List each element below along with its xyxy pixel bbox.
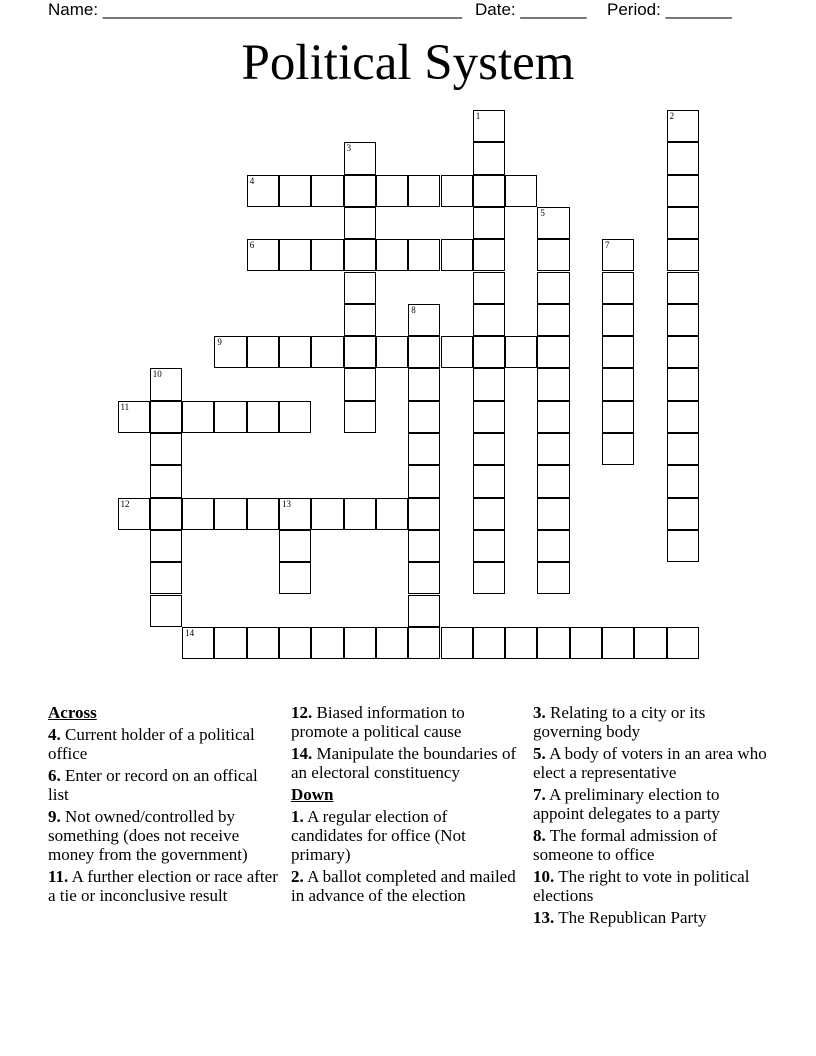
clue-down-3 — [533, 703, 773, 741]
grid-cell[interactable] — [376, 627, 408, 659]
grid-cell[interactable] — [408, 175, 440, 207]
grid-cell[interactable] — [667, 239, 699, 271]
clue-number: 11. — [48, 867, 69, 886]
down-heading: Down — [291, 785, 334, 804]
grid-cell[interactable] — [667, 627, 699, 659]
grid-cell[interactable] — [537, 207, 569, 239]
grid-cell[interactable] — [602, 368, 634, 400]
grid-cell[interactable] — [602, 433, 634, 465]
grid-cell[interactable] — [344, 368, 376, 400]
grid-cell[interactable] — [473, 530, 505, 562]
grid-cell[interactable] — [537, 401, 569, 433]
grid-cell[interactable] — [279, 530, 311, 562]
grid-cell[interactable] — [150, 562, 182, 594]
clue-text: Current holder of a political office — [48, 725, 255, 763]
grid-cell[interactable] — [214, 498, 246, 530]
clue-across-9 — [48, 807, 280, 864]
cell-number: 6 — [249, 240, 255, 251]
grid-cell[interactable] — [408, 304, 440, 336]
period-field-label[interactable]: Period: _______ — [607, 0, 732, 19]
clue-down-1 — [291, 807, 521, 864]
clue-number: 7. — [533, 785, 546, 804]
grid-cell[interactable] — [311, 175, 343, 207]
grid-cell[interactable] — [150, 595, 182, 627]
clue-number: 14. — [291, 744, 313, 763]
clue-across-6 — [48, 766, 280, 804]
grid-cell[interactable] — [667, 530, 699, 562]
clue-column-3 — [533, 703, 773, 930]
clue-across-4 — [48, 725, 280, 763]
grid-cell[interactable] — [667, 401, 699, 433]
grid-cell[interactable] — [473, 627, 505, 659]
grid-cell[interactable] — [247, 336, 279, 368]
clue-number: 12. — [291, 703, 313, 722]
grid-cell[interactable] — [602, 627, 634, 659]
clue-down-7 — [533, 785, 773, 823]
cell-number: 9 — [217, 337, 222, 348]
grid-cell[interactable] — [118, 401, 150, 433]
grid-cell[interactable] — [473, 401, 505, 433]
grid-cell[interactable] — [473, 368, 505, 400]
clue-number: 3. — [533, 703, 546, 722]
cell-number: 2 — [669, 111, 675, 121]
grid-cell[interactable] — [473, 239, 505, 271]
grid-cell[interactable] — [150, 368, 182, 400]
grid-cell[interactable] — [408, 627, 440, 659]
grid-cell[interactable] — [376, 239, 408, 271]
grid-cell[interactable] — [247, 627, 279, 659]
clue-across-14 — [291, 744, 521, 782]
grid-cell[interactable] — [602, 336, 634, 368]
grid-cell[interactable] — [311, 498, 343, 530]
grid-cell[interactable] — [441, 627, 473, 659]
grid-cell[interactable] — [344, 207, 376, 239]
cell-number: 8 — [411, 304, 416, 315]
clue-text: A regular election of candidates for office (Not primary) — [291, 807, 466, 864]
grid-cell[interactable] — [667, 272, 699, 304]
cell-number: 13 — [282, 498, 291, 509]
grid-cell[interactable] — [344, 175, 376, 207]
grid-cell[interactable] — [247, 239, 279, 271]
clue-text: Not owned/controlled by something (does not receive money from the government) — [48, 807, 248, 864]
clue-number: 1. — [291, 807, 304, 826]
grid-cell[interactable] — [182, 627, 214, 659]
grid-cell[interactable] — [279, 562, 311, 594]
cell-number: 1 — [475, 111, 481, 121]
clue-text: The formal admission of someone to office — [533, 826, 718, 864]
clue-across-12 — [291, 703, 521, 741]
grid-cell[interactable] — [667, 304, 699, 336]
grid-cell[interactable] — [376, 175, 408, 207]
grid-cell[interactable] — [279, 627, 311, 659]
grid-cell[interactable] — [150, 498, 182, 530]
grid-cell[interactable] — [279, 239, 311, 271]
clue-text: The right to vote in political elections — [533, 867, 750, 905]
grid-cell[interactable] — [667, 465, 699, 497]
clue-text: A body of voters in an area who elect a representative — [533, 744, 767, 782]
grid-cell[interactable] — [214, 627, 246, 659]
grid-cell[interactable] — [473, 272, 505, 304]
grid-cell[interactable] — [570, 627, 602, 659]
grid-cell[interactable] — [344, 142, 376, 174]
grid-cell[interactable] — [602, 401, 634, 433]
grid-cell[interactable] — [182, 498, 214, 530]
grid-cell[interactable] — [537, 562, 569, 594]
grid-cell[interactable] — [376, 498, 408, 530]
grid-cell[interactable] — [247, 401, 279, 433]
clue-down-5 — [533, 744, 773, 782]
grid-cell[interactable] — [667, 175, 699, 207]
grid-cell[interactable] — [344, 304, 376, 336]
grid-cell[interactable] — [344, 272, 376, 304]
clue-text: A further election or race after a tie or inconclusive result — [48, 867, 278, 905]
clue-text: A ballot completed and mailed in advance of the election — [291, 867, 516, 905]
grid-cell[interactable] — [344, 336, 376, 368]
grid-cell[interactable] — [441, 239, 473, 271]
clue-down-10 — [533, 867, 773, 905]
cell-number: 3 — [346, 143, 352, 154]
grid-cell[interactable] — [473, 304, 505, 336]
clue-text: Enter or record on an offical list — [48, 766, 258, 804]
grid-cell[interactable] — [408, 498, 440, 530]
clue-down-13 — [533, 908, 773, 927]
cell-number: 5 — [540, 207, 545, 218]
clue-down-8 — [533, 826, 773, 864]
cell-number: 14 — [185, 627, 195, 638]
grid-cell[interactable] — [150, 433, 182, 465]
grid-cell[interactable] — [376, 336, 408, 368]
grid-cell[interactable] — [473, 110, 505, 142]
grid-cell[interactable] — [505, 627, 537, 659]
page-title: Political System — [241, 35, 575, 91]
clue-number: 5. — [533, 744, 546, 763]
clue-number: 2. — [291, 867, 304, 886]
grid-cell[interactable] — [150, 401, 182, 433]
grid-cell[interactable] — [473, 498, 505, 530]
grid-cell[interactable] — [667, 498, 699, 530]
grid-cell[interactable] — [118, 498, 150, 530]
grid-cell[interactable] — [634, 627, 666, 659]
clue-number: 10. — [533, 867, 555, 886]
grid-cell[interactable] — [408, 595, 440, 627]
grid-cell[interactable] — [473, 465, 505, 497]
across-heading: Across — [48, 703, 97, 722]
date-field-label[interactable]: Date: _______ — [475, 0, 587, 19]
clue-number: 4. — [48, 725, 61, 744]
clue-column-1 — [48, 703, 280, 908]
grid-cell[interactable] — [311, 627, 343, 659]
grid-cell[interactable] — [537, 336, 569, 368]
cell-number: 7 — [605, 240, 610, 251]
grid-cell[interactable] — [667, 110, 699, 142]
cell-number: 4 — [249, 175, 255, 186]
grid-cell[interactable] — [667, 336, 699, 368]
grid-cell[interactable] — [214, 336, 246, 368]
grid-cell[interactable] — [311, 239, 343, 271]
grid-cell[interactable] — [408, 401, 440, 433]
grid-cell[interactable] — [602, 304, 634, 336]
grid-cell[interactable] — [537, 627, 569, 659]
grid-cell[interactable] — [408, 239, 440, 271]
name-field-label[interactable]: Name: ______________________________________ — [48, 0, 463, 19]
clue-number: 9. — [48, 807, 61, 826]
grid-cell[interactable] — [408, 530, 440, 562]
clue-down-2 — [291, 867, 521, 905]
clue-text: Relating to a city or its governing body — [533, 703, 706, 741]
cell-number: 10 — [152, 369, 162, 380]
clue-text: The Republican Party — [558, 908, 707, 927]
grid-cell[interactable] — [505, 175, 537, 207]
grid-cell[interactable] — [505, 336, 537, 368]
clue-number: 13. — [533, 908, 555, 927]
clue-across-11 — [48, 867, 280, 905]
grid-cell[interactable] — [344, 498, 376, 530]
grid-cell[interactable] — [602, 239, 634, 271]
clue-text: A preliminary election to appoint delegates to a party — [533, 785, 720, 823]
cell-number: 11 — [120, 401, 130, 412]
grid-cell[interactable] — [537, 272, 569, 304]
grid-cell[interactable] — [473, 433, 505, 465]
grid-cell[interactable] — [279, 175, 311, 207]
grid-cell[interactable] — [473, 175, 505, 207]
grid-cell[interactable] — [344, 239, 376, 271]
grid-cell[interactable] — [279, 401, 311, 433]
grid-cell[interactable] — [344, 401, 376, 433]
clue-number: 8. — [533, 826, 546, 845]
grid-cell[interactable] — [247, 498, 279, 530]
grid-cell[interactable] — [473, 207, 505, 239]
grid-cell[interactable] — [182, 401, 214, 433]
grid-cell[interactable] — [441, 336, 473, 368]
grid-cell[interactable] — [537, 498, 569, 530]
grid-cell[interactable] — [537, 304, 569, 336]
grid-cell[interactable] — [441, 175, 473, 207]
clue-text: Manipulate the boundaries of an electoral constituency — [291, 744, 517, 782]
grid-cell[interactable] — [279, 498, 311, 530]
grid-cell[interactable] — [408, 465, 440, 497]
grid-cell[interactable] — [344, 627, 376, 659]
grid-cell[interactable] — [408, 433, 440, 465]
grid-cell[interactable] — [537, 239, 569, 271]
grid-cell[interactable] — [667, 207, 699, 239]
grid-cell[interactable] — [537, 465, 569, 497]
grid-cell[interactable] — [473, 562, 505, 594]
grid-cell[interactable] — [408, 336, 440, 368]
grid-cell[interactable] — [602, 272, 634, 304]
cell-number: 12 — [120, 498, 130, 509]
grid-cell[interactable] — [667, 433, 699, 465]
grid-cell[interactable] — [247, 175, 279, 207]
clue-column-2 — [291, 703, 521, 908]
grid-cell[interactable] — [473, 142, 505, 174]
grid-cell[interactable] — [150, 465, 182, 497]
grid-cell[interactable] — [473, 336, 505, 368]
grid-cell[interactable] — [279, 336, 311, 368]
grid-cell[interactable] — [150, 530, 182, 562]
grid-cell[interactable] — [311, 336, 343, 368]
grid-cell[interactable] — [537, 433, 569, 465]
grid-cell[interactable] — [214, 401, 246, 433]
grid-cell[interactable] — [537, 368, 569, 400]
clue-text: Biased information to promote a political cause — [291, 703, 465, 741]
grid-cell[interactable] — [537, 530, 569, 562]
grid-cell[interactable] — [667, 368, 699, 400]
clue-number: 6. — [48, 766, 61, 785]
grid-cell[interactable] — [667, 142, 699, 174]
grid-cell[interactable] — [408, 562, 440, 594]
grid-cell[interactable] — [408, 368, 440, 400]
